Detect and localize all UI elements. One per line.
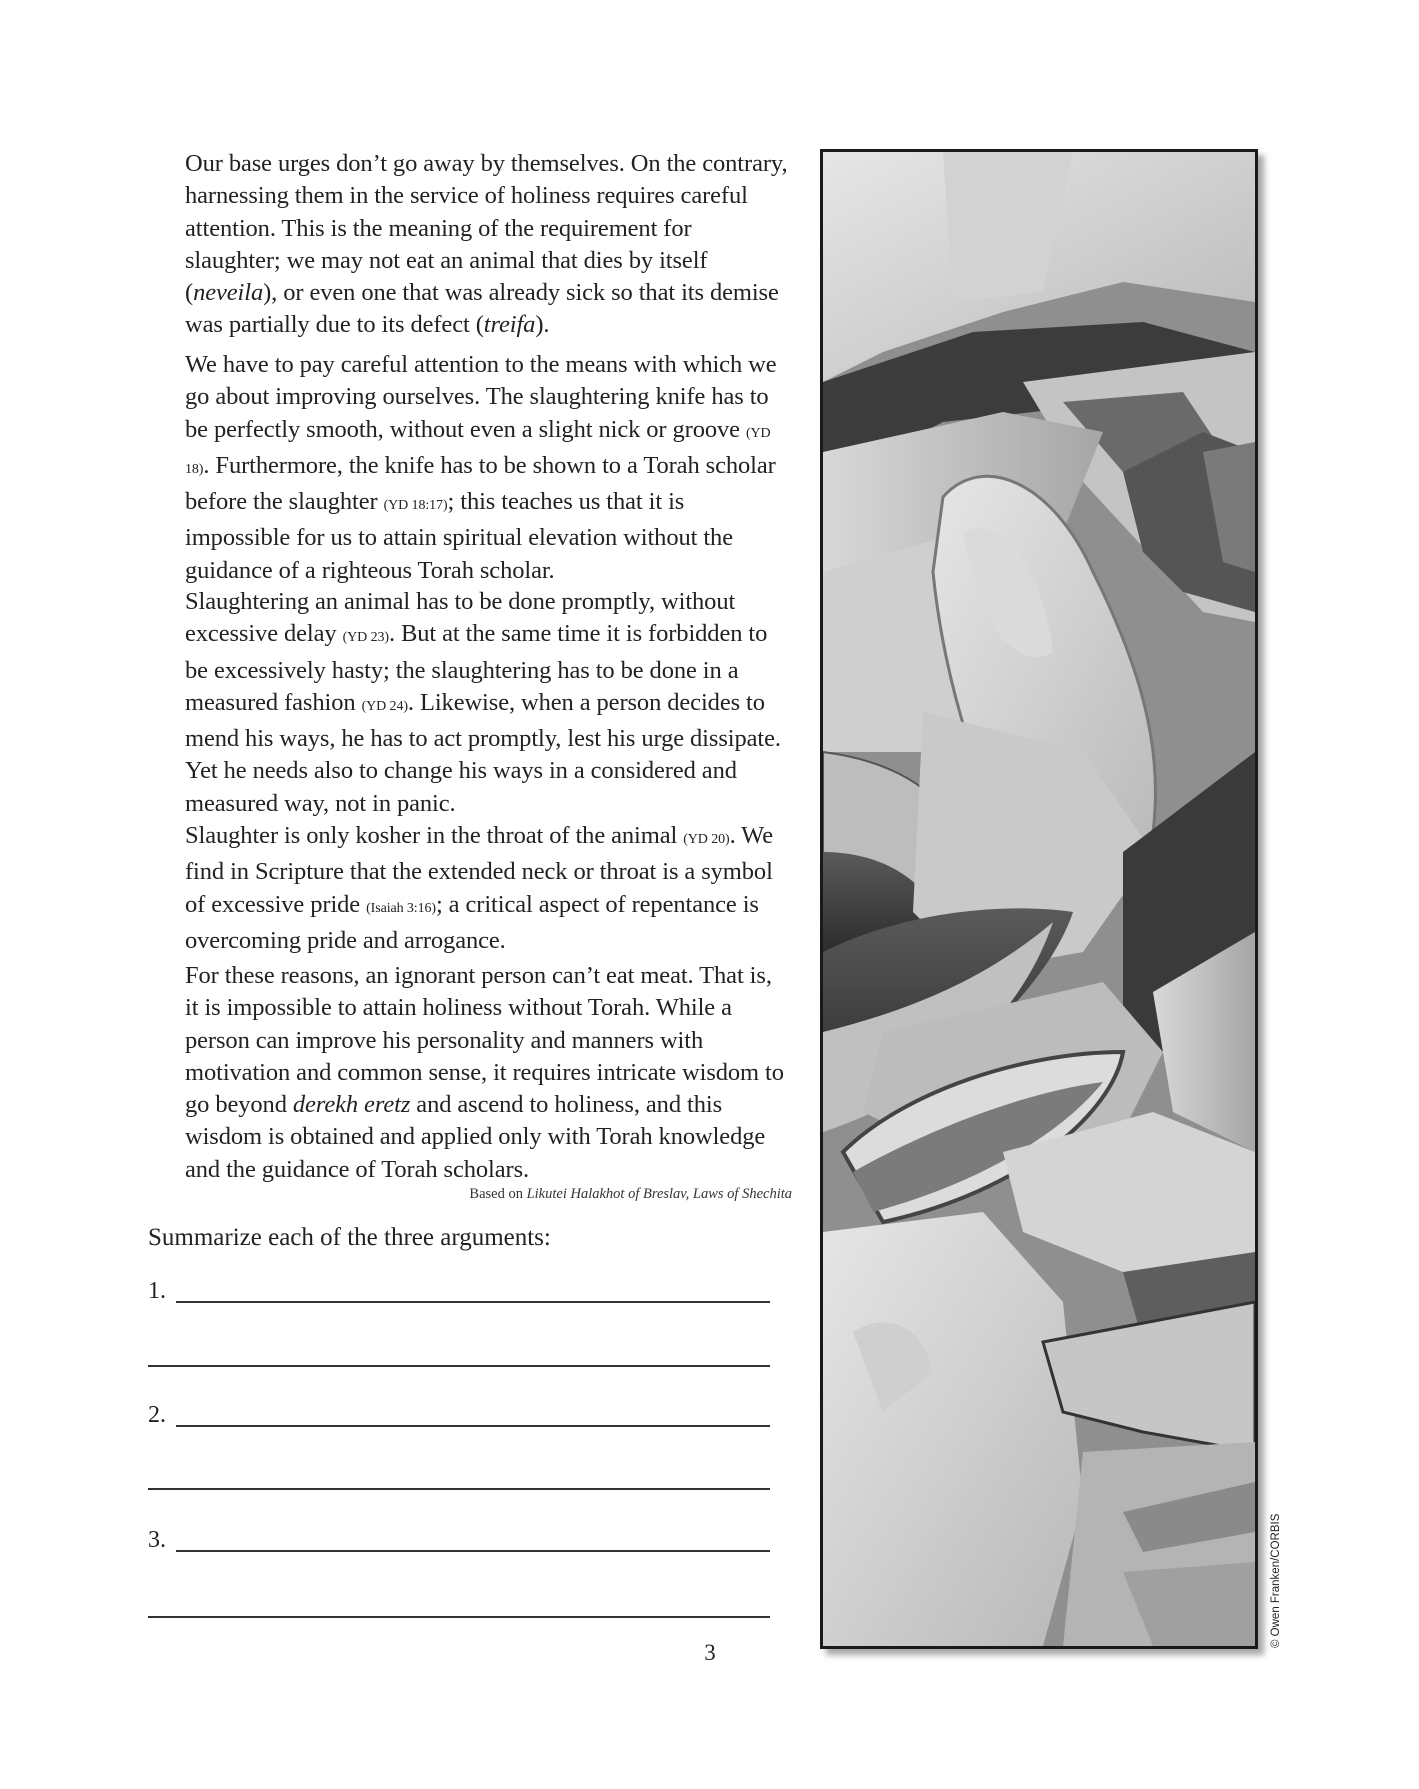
page-number: 3 xyxy=(704,1640,716,1665)
photo-illustration xyxy=(823,152,1255,1646)
article-paragraph xyxy=(185,960,790,1186)
attribution-prefix: Based on xyxy=(469,1186,527,1202)
photo-credit xyxy=(1270,1513,1292,1648)
paragraph-text: . Furthermore, the knife has to be shown to a Torah scholar before the slaughter xyxy=(185,451,776,516)
paragraph-text: and ascend to holiness, and this wisdom is obtained and applied only with Torah knowledge and the guidance of Torah scholars. xyxy=(185,1091,766,1183)
answer-blank-line[interactable] xyxy=(148,1616,770,1618)
answer-number: 1. xyxy=(148,1278,166,1304)
italic-term: derekh eretz xyxy=(292,1091,411,1119)
article-paragraph xyxy=(185,586,790,820)
citation: (YD 20) xyxy=(683,832,730,847)
answer-blank-line[interactable] xyxy=(176,1425,770,1427)
italic-term: treifa xyxy=(483,311,536,339)
paragraph-text: ). xyxy=(535,311,550,339)
source-attribution xyxy=(400,1186,792,1203)
answer-row[interactable] xyxy=(148,1341,770,1371)
article-paragraph xyxy=(185,349,790,587)
answer-blank-line[interactable] xyxy=(176,1550,770,1552)
answer-blank-line[interactable] xyxy=(148,1488,770,1490)
citation: (YD 23) xyxy=(342,630,389,646)
paragraph-text: Slaughter is only kosher in the throat of the animal xyxy=(185,822,684,849)
citation: (YD 18) xyxy=(185,425,771,477)
citation: (YD 24) xyxy=(361,698,408,714)
paragraph-text: ), or even one that was already sick so that its demise was partially due to its defect ( xyxy=(185,279,779,339)
paragraph-text: . But at the same time it is forbidden to be excessively hasty; the slaughtering has to be done in a measured fashion xyxy=(185,620,768,716)
article-paragraph xyxy=(185,148,790,342)
article-paragraph xyxy=(185,820,790,957)
citation: (YD 18:17) xyxy=(383,498,448,514)
answer-row[interactable] xyxy=(148,1526,770,1556)
attribution-source: Likutei Halakhot of Breslav, Laws of Shechita xyxy=(526,1186,792,1202)
answer-blank-line[interactable] xyxy=(148,1365,770,1367)
answer-row[interactable] xyxy=(148,1401,770,1431)
answer-blank-line[interactable] xyxy=(176,1301,770,1303)
photo-credit-text: © Owen Franken/CORBIS xyxy=(1270,1513,1282,1648)
answer-number: 3. xyxy=(148,1527,166,1553)
mushroom-photo xyxy=(820,149,1258,1649)
paragraph-text: ; this teaches us that it is impossible for us to attain spiritual elevation without the guidance of a righteous Torah scholar. xyxy=(185,488,733,584)
paragraph-text: Slaughtering an animal has to be done promptly, without excessive delay xyxy=(185,588,736,648)
paragraph-text: ; a critical aspect of repentance is overcoming pride and arrogance. xyxy=(185,890,759,954)
answer-row[interactable] xyxy=(148,1592,770,1622)
answer-row[interactable] xyxy=(148,1277,770,1307)
italic-term: neveila xyxy=(193,279,264,307)
answer-number: 2. xyxy=(148,1402,166,1428)
paragraph-text: For these reasons, an ignorant person can’t eat meat. That is, it is impossible to attain holiness without Torah. While a person can improve his personality and manners with motivation and common sense, it requires intricate wisdom to go beyond xyxy=(185,962,784,1119)
answer-row[interactable] xyxy=(148,1464,770,1494)
paragraph-text: We have to pay careful attention to the means with which we go about improving ourselves. The slaughtering knife has to be perfectly smooth, without even a slight nick or groove xyxy=(185,351,777,443)
citation: (Isaiah 3:16) xyxy=(366,900,436,916)
paragraph-text: Our base urges don’t go away by themselves. On the contrary, harnessing them in the service of holiness requires careful attention. This is the meaning of the requirement for slaughter; we may not eat an animal that dies by itself ( xyxy=(185,150,788,307)
paragraph-text: . Likewise, when a person decides to mend his ways, he has to act promptly, lest his urge dissipate. Yet he needs also to change his ways in a considered and measured way, not in panic. xyxy=(185,688,781,817)
exercise-prompt: Summarize each of the three arguments: xyxy=(148,1224,551,1251)
paragraph-text: . We find in Scripture that the extended neck or throat is a symbol of excessive pride xyxy=(185,822,774,918)
